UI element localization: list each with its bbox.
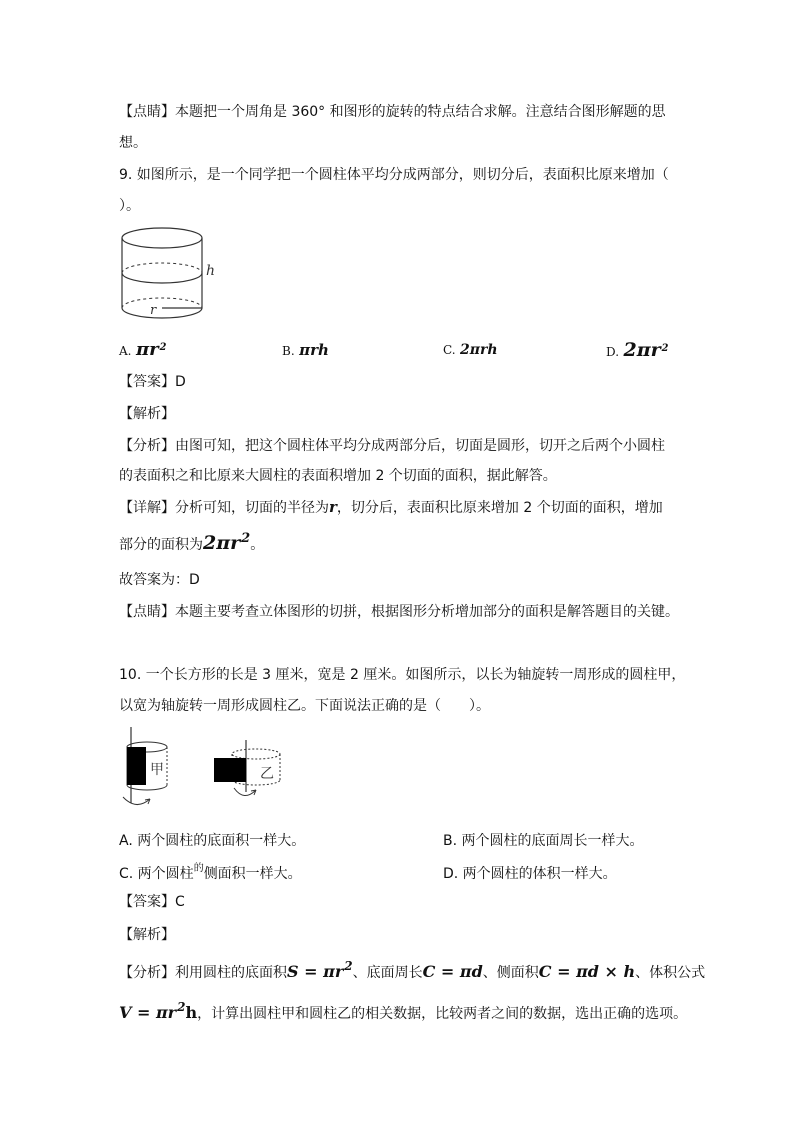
prev-note-line-2: 想。 [119,135,147,151]
q9-stem-line-2: ）。 [119,198,140,214]
q10-option-d[interactable]: D. 两个圆柱的体积一样大。 [443,866,617,882]
q9-fig-label-h: h [206,263,216,279]
q9-option-b[interactable]: B. πrh [282,341,329,359]
q10-option-a[interactable]: A. 两个圆柱的底面积一样大。 [119,833,306,849]
q10-stem-line-1: 10. 一个长方形的长是 3 厘米，宽是 2 厘米。如图所示，以长为轴旋转一周形成的圆柱甲， [119,667,686,683]
q10-analysis-line-1: 【分析】利用圆柱的底面积S = πr2、底面周长C = πd、侧面积C = πd × h、体积公式 [119,959,706,981]
q9-option-c[interactable]: C. 2πrh [443,342,498,358]
prev-note-line-1: 【点睛】本题把一个周角是 360° 和图形的旋转的特点结合求解。注意结合图形解题的思 [119,104,666,120]
q9-conclusion: 故答案为：D [119,572,200,588]
q9-cylinder-figure [118,224,223,322]
q9-answer: 【答案】D [119,374,186,390]
q9-detail-line-2: 部分的面积为2πr2。 [119,530,265,554]
q9-stem-line-1: 9. 如图所示，是一个同学把一个圆柱体平均分成两部分，则切分后，表面积比原来增加（ [119,167,669,183]
q9-analysis-line-1: 【分析】由图可知，把这个圆柱体平均分成两部分后，切面是圆形，切开之后两个小圆柱 [119,438,665,454]
q9-note: 【点睛】本题主要考查立体图形的切拼，根据图形分析增加部分的面积是解答题目的关键。 [119,604,679,620]
q10-option-b[interactable]: B. 两个圆柱的底面周长一样大。 [443,833,644,849]
q10-cylinder-yi-figure [210,740,290,806]
q10-fig-label-jia: 甲 [150,762,164,778]
q9-analysis-title: 【解析】 [119,406,175,422]
q9-fig-label-r: r [150,303,157,318]
q9-option-a[interactable]: A. $\pi r^2$ [119,339,167,360]
q9-detail-line-1: 【详解】分析可知，切面的半径为r，切分后，表面积比原来增加 2 个切面的面积，增加 [119,498,663,516]
q10-stem-line-2: 以宽为轴旋转一周形成圆柱乙。下面说法正确的是（ ）。 [119,698,490,714]
q10-fig-label-yi: 乙 [260,766,274,782]
q10-analysis-title: 【解析】 [119,927,175,943]
q9-analysis-line-2: 的表面积之和比原来大圆柱的表面积增加 2 个切面的面积，据此解答。 [119,468,557,484]
q10-option-c[interactable]: C. 两个圆柱$^的$侧面积一样大。 [119,863,302,882]
q9-option-d[interactable]: D. $2\pi r^2$ [606,339,669,361]
q10-analysis-line-2: V = πr2h，计算出圆柱甲和圆柱乙的相关数据，比较两者之间的数据，选出正确的选项。 [119,1000,688,1022]
q10-answer: 【答案】C [119,894,185,910]
q10-cylinder-jia-figure [118,727,178,815]
